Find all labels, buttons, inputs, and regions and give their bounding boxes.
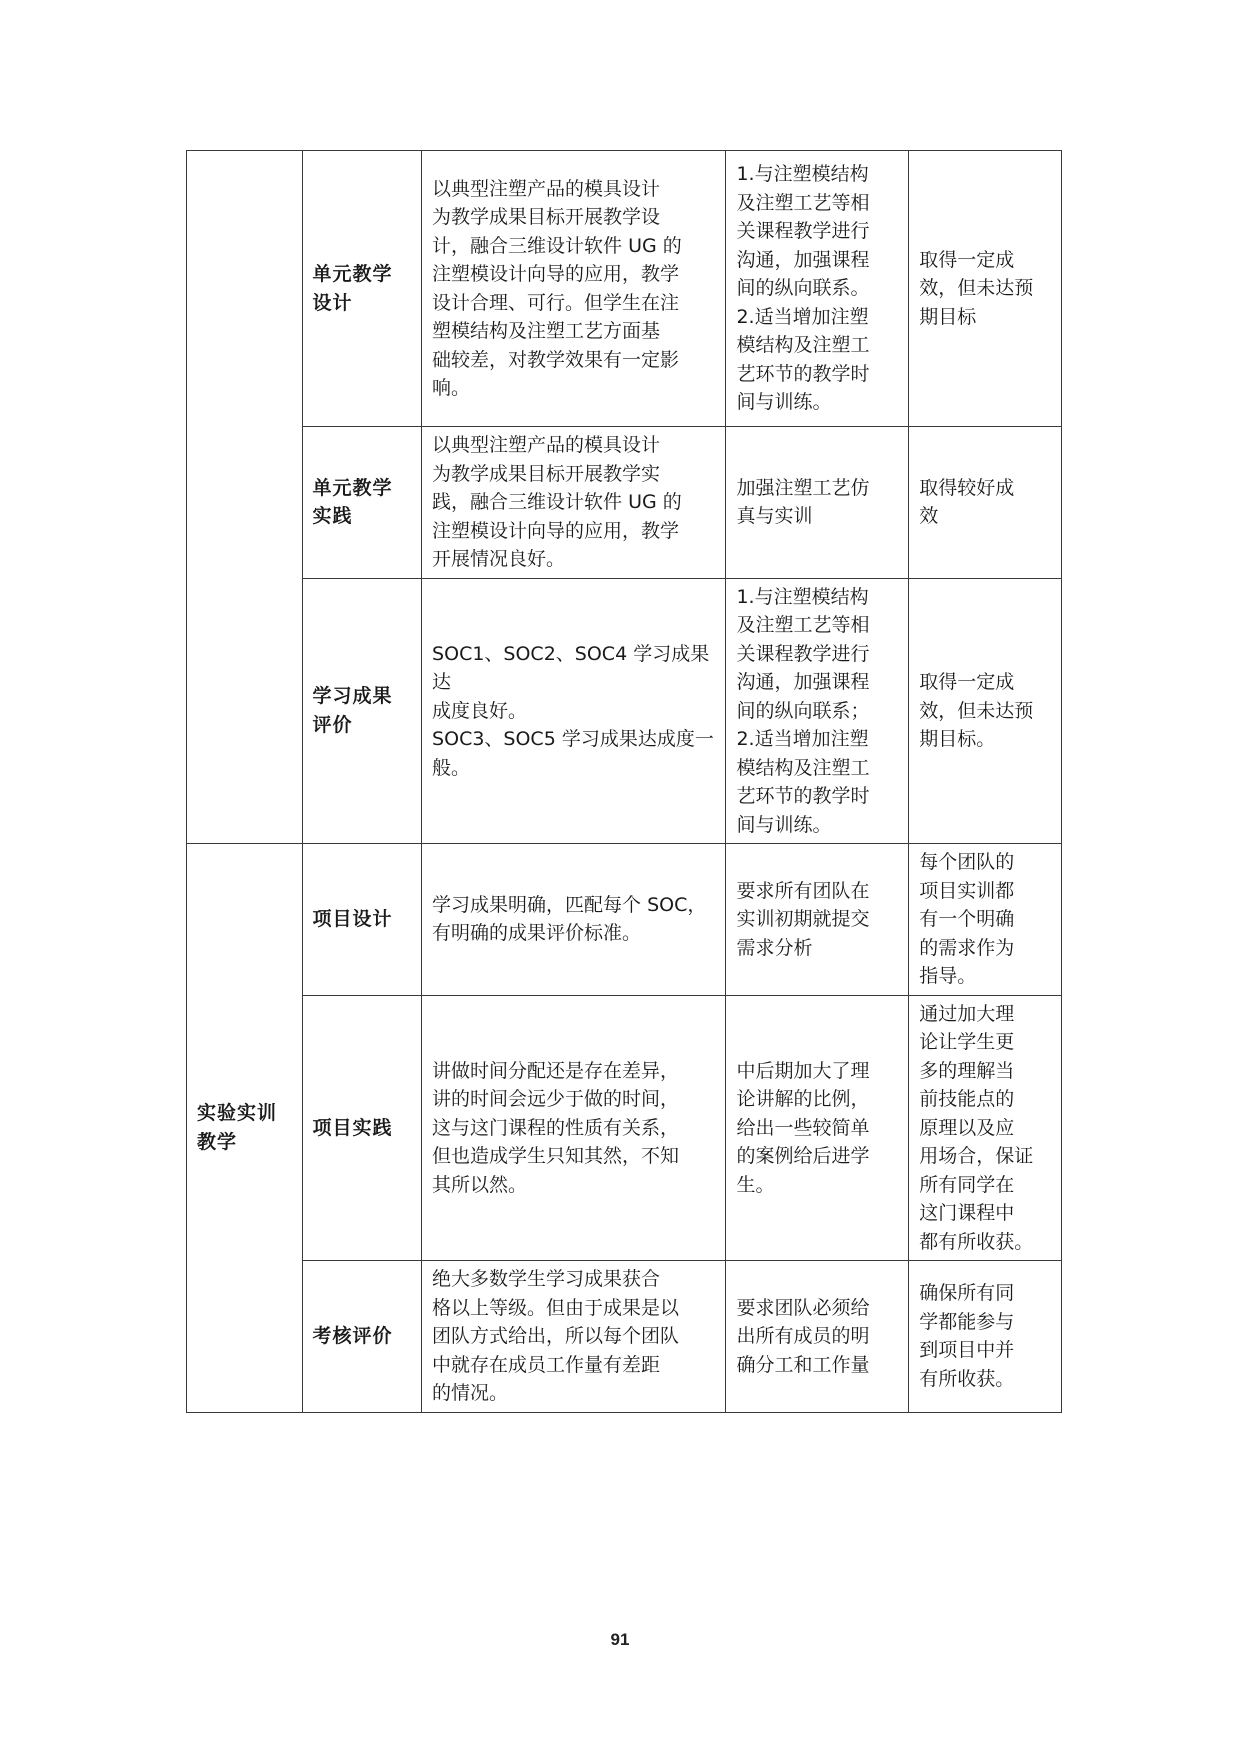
effect-cell bbox=[909, 578, 1062, 844]
item-cell bbox=[302, 1261, 422, 1413]
table-row bbox=[187, 995, 1062, 1261]
analysis-text: 绝大多数学生学习成果获合 格以上等级。但由于成果是以 团队方式给出，所以每个团队 中就存在成员工作量有差距 的情况。 bbox=[432, 1268, 680, 1404]
table-row bbox=[187, 1261, 1062, 1413]
item-cell bbox=[302, 151, 422, 427]
measures-cell bbox=[726, 844, 909, 996]
analysis-cell bbox=[422, 578, 726, 844]
effect-text: 取得一定成 效，但未达预 期目标 bbox=[919, 248, 1034, 328]
category-label: 实验实训 教学 bbox=[197, 1102, 278, 1153]
item-cell bbox=[302, 427, 422, 579]
effect-text: 取得一定成 效，但未达预 期目标。 bbox=[919, 671, 1034, 750]
category-cell-lab-training bbox=[187, 844, 303, 1413]
analysis-text: 讲做时间分配还是存在差异， 讲的时间会远少于做的时间， 这与这门课程的性质有关系， 但也造成学生只知其然，不知 其所以然。 bbox=[432, 1059, 680, 1196]
analysis-text: 以典型注塑产品的模具设计 为教学成果目标开展教学设 计，融合三维设计软件 UG 的 注塑模设计向导的应用，教学 设计合理、可行。但学生在注 塑模结构及注塑工艺方面基 础较差，对教学效果有一定影 响。 bbox=[432, 177, 682, 399]
page-number: 91 bbox=[610, 1630, 630, 1649]
table-row bbox=[187, 151, 1062, 427]
analysis-cell bbox=[422, 844, 726, 996]
measures-text: 要求所有团队在 实训初期就提交 需求分析 bbox=[736, 879, 870, 959]
measures-cell bbox=[726, 1261, 909, 1413]
measures-text: 1.与注塑模结构 及注塑工艺等相 关课程教学进行 沟通，加强课程 间的纵向联系。 2.适当增加注塑 模结构及注塑工 艺环节的教学时 间与训练。 bbox=[736, 163, 870, 414]
table-row bbox=[187, 844, 1062, 996]
effect-text: 确保所有同 学都能参与 到项目中并 有所收获。 bbox=[919, 1282, 1015, 1390]
effect-text: 每个团队的 项目实训都 有一个明确 的需求作为 指导。 bbox=[919, 851, 1015, 987]
table-row bbox=[187, 578, 1062, 844]
effect-cell bbox=[909, 844, 1062, 996]
effect-cell bbox=[909, 1261, 1062, 1413]
measures-text: 要求团队必须给 出所有成员的明 确分工和工作量 bbox=[736, 1296, 870, 1376]
item-label: 考核评价 bbox=[312, 1325, 393, 1347]
measures-text: 加强注塑工艺仿 真与实训 bbox=[736, 476, 870, 528]
table-row bbox=[187, 427, 1062, 579]
analysis-text: 以典型注塑产品的模具设计 为教学成果目标开展教学实 践，融合三维设计软件 UG 的 注塑模设计向导的应用，教学 开展情况良好。 bbox=[432, 434, 682, 570]
measures-text: 1.与注塑模结构 及注塑工艺等相 关课程教学进行 沟通，加强课程 间的纵向联系； 2.适当增加注塑 模结构及注塑工 艺环节的教学时 间与训练。 bbox=[736, 585, 870, 836]
measures-cell bbox=[726, 995, 909, 1261]
item-label: 项目实践 bbox=[312, 1116, 393, 1139]
analysis-text: SOC1、SOC2、SOC4 学习成果达 成度良好。 SOC3、SOC5 学习成果达成度一 般。 bbox=[432, 642, 714, 779]
category-cell-unit-teaching bbox=[187, 151, 303, 844]
analysis-cell bbox=[422, 995, 726, 1261]
effect-text: 通过加大理 论让学生更 多的理解当 前技能点的 原理以及应 用场合，保证 所有同学在 这门课程中 都有所收获。 bbox=[919, 1002, 1034, 1253]
item-label: 学习成果 评价 bbox=[312, 685, 393, 736]
effect-cell bbox=[909, 995, 1062, 1261]
analysis-cell bbox=[422, 427, 726, 579]
measures-text: 中后期加大了理 论讲解的比例， 给出一些较简单 的案例给后进学 生。 bbox=[736, 1059, 870, 1196]
item-label: 单元教学 设计 bbox=[312, 263, 393, 314]
effect-cell bbox=[909, 151, 1062, 427]
analysis-cell bbox=[422, 151, 726, 427]
item-cell bbox=[302, 995, 422, 1261]
item-label: 项目设计 bbox=[312, 908, 393, 930]
analysis-text: 学习成果明确，匹配每个 SOC， 有明确的成果评价标准。 bbox=[432, 893, 707, 945]
item-label: 单元教学 实践 bbox=[312, 476, 393, 528]
measures-cell bbox=[726, 151, 909, 427]
effect-text: 取得较好成 效 bbox=[919, 476, 1015, 528]
analysis-cell bbox=[422, 1261, 726, 1413]
item-cell bbox=[302, 844, 422, 996]
measures-cell bbox=[726, 578, 909, 844]
evaluation-table bbox=[186, 150, 1062, 1413]
item-cell bbox=[302, 578, 422, 844]
measures-cell bbox=[726, 427, 909, 579]
effect-cell bbox=[909, 427, 1062, 579]
